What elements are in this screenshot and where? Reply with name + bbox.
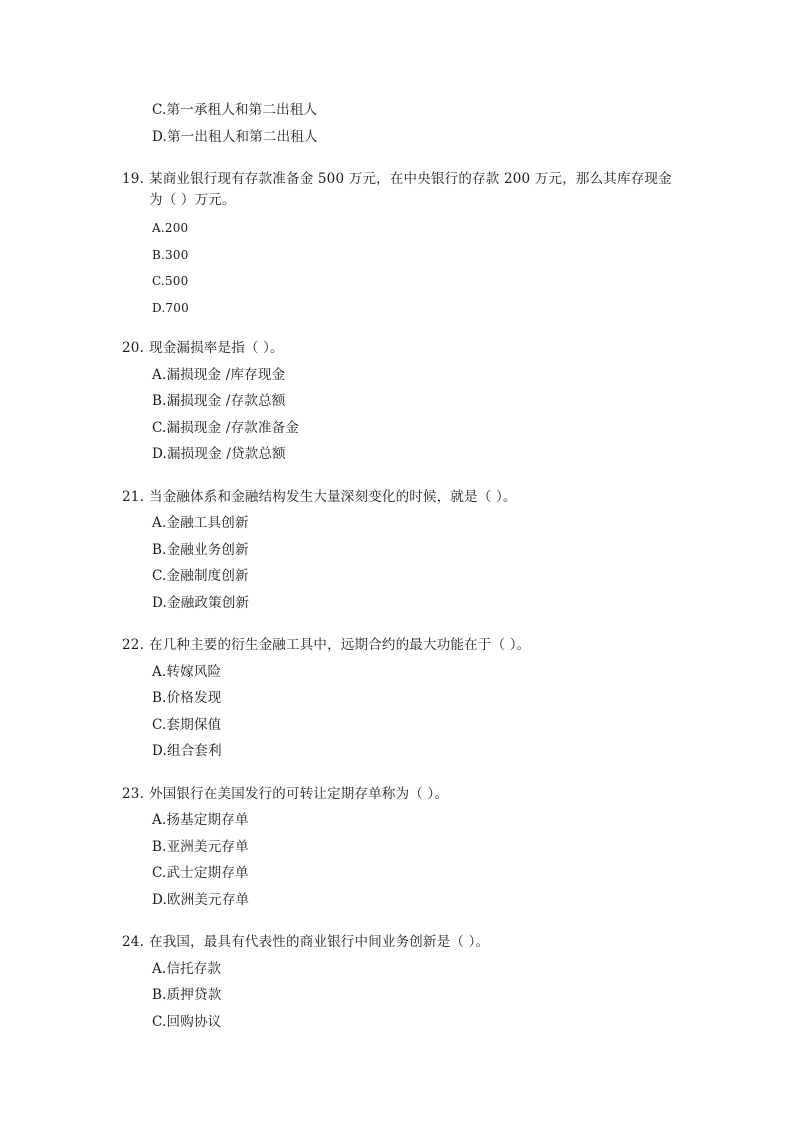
question-text: 在几种主要的衍生金融工具中，远期合约的最大功能在于（ ）。 bbox=[149, 637, 531, 653]
option-23-c: C.武士定期存单 bbox=[152, 865, 249, 881]
question-number: 21. bbox=[122, 489, 145, 505]
option-20-b: B.漏损现金 /存款总额 bbox=[152, 393, 286, 409]
question-21 bbox=[0, 487, 811, 508]
question-20 bbox=[0, 338, 811, 359]
option-19-b: B.300 bbox=[152, 248, 189, 262]
option-18-c: C.第一承租人和第二出租人 bbox=[152, 102, 318, 118]
option-21-c: C.金融制度创新 bbox=[152, 568, 249, 584]
question-number: 19. bbox=[122, 171, 145, 187]
option-22-b: B.价格发现 bbox=[152, 690, 222, 706]
question-text-continued: 为（ ）万元。 bbox=[149, 192, 236, 208]
option-20-a: A.漏损现金 /库存现金 bbox=[152, 367, 286, 383]
question-stem bbox=[0, 784, 682, 805]
option-23-d: D.欧洲美元存单 bbox=[152, 892, 250, 908]
option-20-c: C.漏损现金 /存款准备金 bbox=[152, 420, 300, 436]
option-18-d: D.第一出租人和第二出租人 bbox=[152, 129, 318, 145]
question-text: 在我国，最具有代表性的商业银行中间业务创新是（ ）。 bbox=[149, 934, 490, 950]
option-24-b: B.质押贷款 bbox=[152, 987, 222, 1003]
question-stem bbox=[0, 487, 682, 508]
question-number: 23. bbox=[122, 786, 145, 802]
option-20-d: D.漏损现金 /贷款总额 bbox=[152, 446, 286, 462]
question-stem bbox=[0, 932, 682, 953]
question-22 bbox=[0, 635, 811, 656]
option-22-a: A.转嫁风险 bbox=[152, 664, 222, 680]
question-text: 某商业银行现有存款准备金 500 万元，在中央银行的存款 200 万元，那么其库存现金 bbox=[149, 171, 672, 187]
option-21-a: A.金融工具创新 bbox=[152, 515, 249, 531]
option-22-c: C.套期保值 bbox=[152, 717, 222, 733]
question-24 bbox=[0, 932, 811, 953]
question-stem bbox=[0, 635, 682, 656]
question-stem bbox=[0, 169, 682, 211]
option-24-c: C.回购协议 bbox=[152, 1014, 222, 1030]
option-19-c: C.500 bbox=[152, 274, 189, 288]
question-number: 22. bbox=[122, 637, 145, 653]
option-23-a: A.扬基定期存单 bbox=[152, 812, 249, 828]
option-23-b: B.亚洲美元存单 bbox=[152, 839, 249, 855]
question-number: 20. bbox=[122, 340, 145, 356]
question-19 bbox=[0, 169, 811, 211]
option-24-a: A.信托存款 bbox=[152, 961, 222, 977]
option-22-d: D.组合套利 bbox=[152, 743, 222, 759]
question-text: 现金漏损率是指（ ）。 bbox=[149, 340, 284, 356]
option-21-d: D.金融政策创新 bbox=[152, 595, 250, 611]
option-19-d: D.700 bbox=[152, 301, 189, 315]
question-text: 外国银行在美国发行的可转让定期存单称为（ ）。 bbox=[149, 786, 449, 802]
option-19-a: A.200 bbox=[152, 221, 189, 235]
question-text: 当金融体系和金融结构发生大量深刻变化的时候，就是（ ）。 bbox=[149, 489, 517, 505]
option-21-b: B.金融业务创新 bbox=[152, 542, 249, 558]
question-number: 24. bbox=[122, 934, 145, 950]
question-23 bbox=[0, 784, 811, 805]
question-stem bbox=[0, 338, 682, 359]
